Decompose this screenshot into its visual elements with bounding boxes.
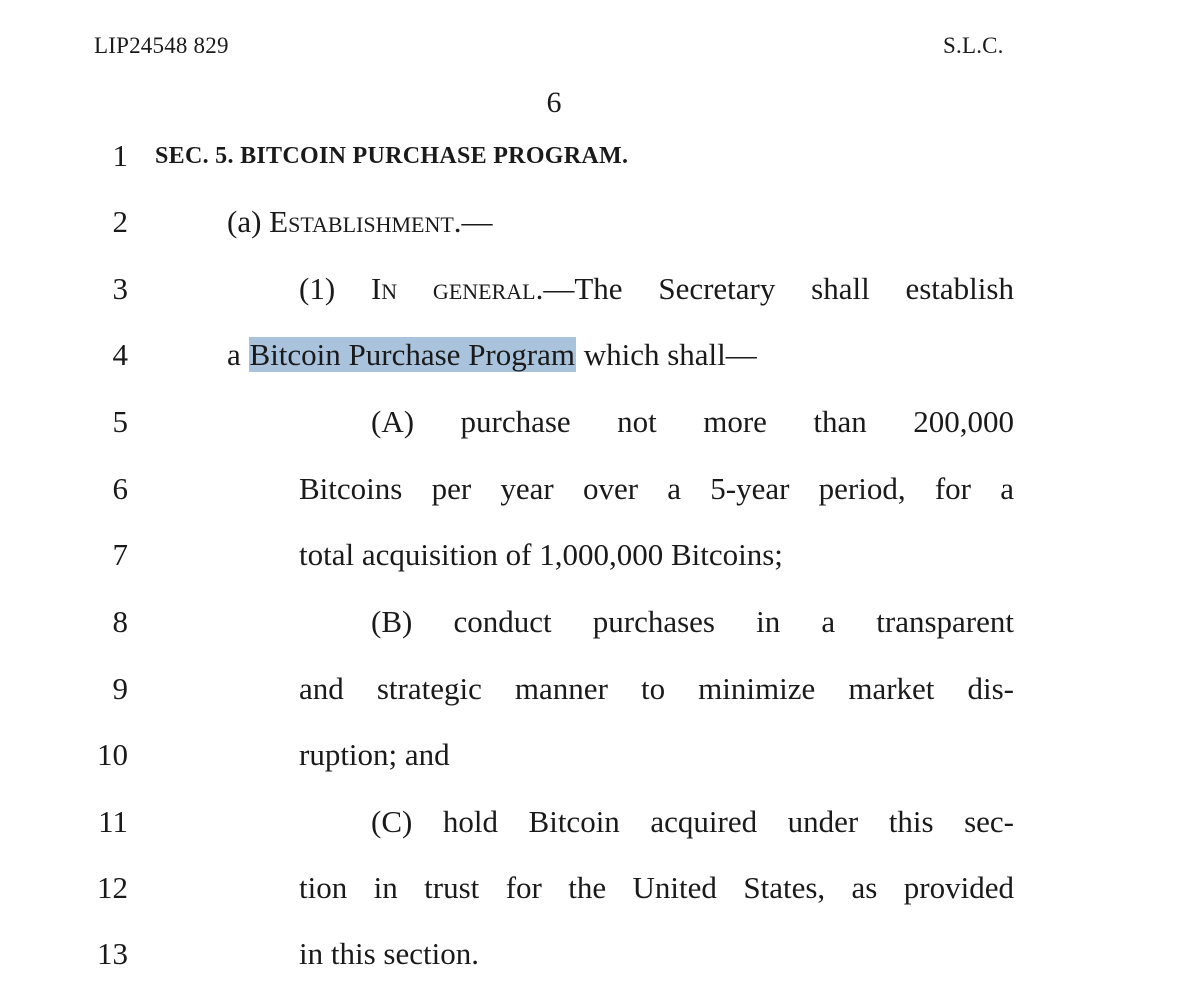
subsection-prefix: (a) [227,204,270,239]
clause-line: total acquisition of 1,000,000 Bitcoins; [299,537,783,572]
highlighted-text-selection[interactable]: Bitcoin Purchase Program [249,337,575,372]
text-line [0,667,1200,711]
text-line [0,333,1200,377]
text-line [0,533,1200,577]
text-line [0,267,1200,311]
text-line [0,600,1200,644]
clause-line: ruption; and [299,737,450,772]
text-line [0,400,1200,444]
line-number: 5 [112,404,128,439]
paragraph-text: —The Secretary shall establish [543,271,1014,306]
line-number: 2 [112,204,128,239]
line-number: 13 [97,936,128,971]
subsection-heading-text: Establishment. [269,204,462,239]
line-number: 1 [112,138,128,173]
clause-line: (B) conduct purchases in a transparent [371,604,1014,639]
subsection-suffix: — [461,204,493,239]
text-line [0,467,1200,511]
clause-line: and strategic manner to minimize market dis- [299,671,1014,706]
text-line [0,134,1200,178]
clause-line: in this section. [299,936,479,971]
clause-line: Bitcoins per year over a 5-year period, for a [299,471,1014,506]
line-suffix: which shall— [575,337,757,372]
clause-line: tion in trust for the United States, as provided [299,870,1014,905]
text-line [0,800,1200,844]
paragraph-line [227,333,757,377]
text-line [0,866,1200,910]
paragraph-line [299,267,1014,311]
line-number: 8 [112,604,128,639]
subsection-heading [227,200,493,244]
paragraph-heading: In general. [370,271,544,306]
line-number: 11 [98,804,128,839]
line-number: 4 [112,337,128,372]
page-number: 6 [546,86,562,119]
text-line [0,200,1200,244]
line-prefix: a [227,337,249,372]
clause-line: (C) hold Bitcoin acquired under this sec- [371,804,1014,839]
text-line [0,932,1200,976]
paragraph-prefix: (1) [299,271,371,306]
line-number: 3 [112,271,128,306]
clause-line: (A) purchase not more than 200,000 [371,404,1014,439]
line-number: 7 [112,537,128,572]
text-line [0,733,1200,777]
line-number: 10 [97,737,128,772]
line-number: 6 [112,471,128,506]
section-title: SEC. 5. BITCOIN PURCHASE PROGRAM. [155,143,629,169]
line-number: 12 [97,870,128,905]
line-number: 9 [112,671,128,706]
document-initials: S.L.C. [943,33,1004,58]
document-id: LIP24548 829 [94,33,229,58]
